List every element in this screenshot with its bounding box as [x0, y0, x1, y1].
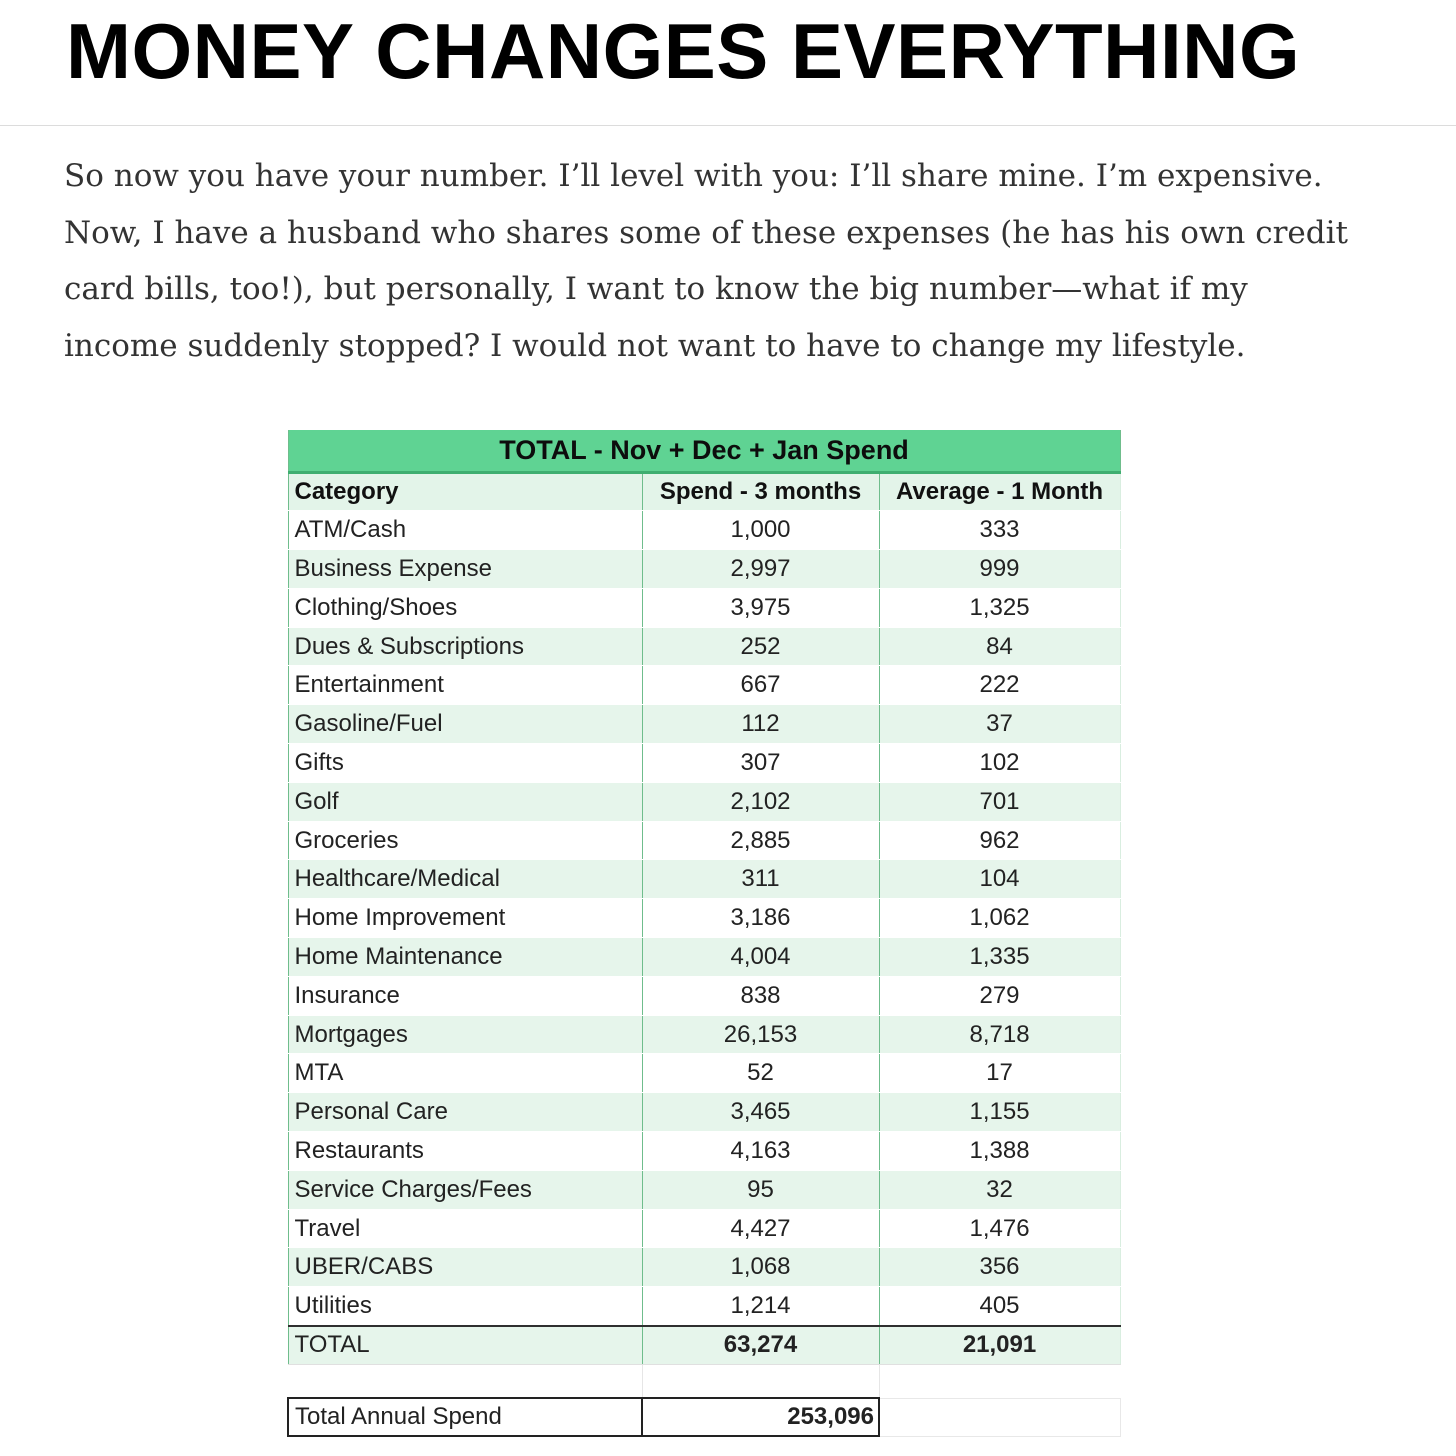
spend-cell: 95	[642, 1170, 879, 1209]
table-row	[288, 1093, 1120, 1132]
spend-cell: 26,153	[642, 1015, 879, 1054]
paragraph-line: income suddenly stopped? I would not want to have to change my lifestyle.	[64, 327, 1246, 364]
average-cell: 405	[879, 1287, 1120, 1326]
table-row	[288, 976, 1120, 1015]
total-average: 21,091	[879, 1326, 1120, 1365]
spend-cell: 4,004	[642, 938, 879, 977]
category-cell: Home Improvement	[288, 899, 642, 938]
average-cell: 1,062	[879, 899, 1120, 938]
average-cell: 333	[879, 511, 1120, 550]
spend-cell: 112	[642, 705, 879, 744]
total-spend: 63,274	[642, 1326, 879, 1365]
category-cell: ATM/Cash	[288, 511, 642, 550]
spend-cell: 4,427	[642, 1209, 879, 1248]
table-title: TOTAL - Nov + Dec + Jan Spend	[288, 430, 1120, 472]
article-headline: MONEY CHANGES EVERYTHING	[66, 7, 1301, 95]
category-cell: Golf	[288, 782, 642, 821]
category-cell: Business Expense	[288, 550, 642, 589]
category-cell: Insurance	[288, 976, 642, 1015]
annual-spend-value: 253,096	[642, 1398, 879, 1436]
spend-cell: 52	[642, 1054, 879, 1093]
average-cell: 32	[879, 1170, 1120, 1209]
spacer-cell	[288, 1364, 642, 1398]
table-row	[288, 1209, 1120, 1248]
spend-cell: 4,163	[642, 1132, 879, 1171]
category-cell: Restaurants	[288, 1132, 642, 1171]
category-cell: Travel	[288, 1209, 642, 1248]
category-cell: Groceries	[288, 821, 642, 860]
average-cell: 104	[879, 860, 1120, 899]
header-divider	[0, 125, 1456, 126]
average-cell: 279	[879, 976, 1120, 1015]
table-row	[288, 511, 1120, 550]
annual-spend-row	[288, 1398, 1120, 1436]
spend-cell: 667	[642, 666, 879, 705]
spend-cell: 3,186	[642, 899, 879, 938]
table-row	[288, 1015, 1120, 1054]
table-row	[288, 666, 1120, 705]
paragraph-line: Now, I have a husband who shares some of these expenses (he has his own credit	[64, 214, 1348, 251]
spend-table	[287, 430, 1121, 1437]
table-total-row	[288, 1326, 1120, 1365]
table-row	[288, 782, 1120, 821]
average-cell: 17	[879, 1054, 1120, 1093]
spend-cell: 2,997	[642, 550, 879, 589]
annual-empty-cell	[879, 1398, 1120, 1436]
spend-cell: 3,975	[642, 588, 879, 627]
table-row	[288, 1054, 1120, 1093]
category-cell: MTA	[288, 1054, 642, 1093]
average-cell: 8,718	[879, 1015, 1120, 1054]
spend-cell: 838	[642, 976, 879, 1015]
category-cell: Entertainment	[288, 666, 642, 705]
table-row	[288, 860, 1120, 899]
category-cell: Clothing/Shoes	[288, 588, 642, 627]
category-cell: Personal Care	[288, 1093, 642, 1132]
spend-table-image	[287, 430, 1119, 1437]
spend-cell: 2,102	[642, 782, 879, 821]
average-cell: 1,388	[879, 1132, 1120, 1171]
category-cell: Utilities	[288, 1287, 642, 1326]
table-row	[288, 1170, 1120, 1209]
category-cell: Healthcare/Medical	[288, 860, 642, 899]
average-cell: 1,155	[879, 1093, 1120, 1132]
spend-cell: 1,000	[642, 511, 879, 550]
average-cell: 701	[879, 782, 1120, 821]
paragraph-line: card bills, too!), but personally, I want to know the big number—what if my	[64, 271, 1248, 307]
category-cell: Gasoline/Fuel	[288, 705, 642, 744]
table-row	[288, 1132, 1120, 1171]
table-row	[288, 821, 1120, 860]
table-title-row	[288, 430, 1120, 472]
article-paragraph	[64, 148, 1364, 374]
average-cell: 1,476	[879, 1209, 1120, 1248]
table-row	[288, 588, 1120, 627]
table-header-row	[288, 472, 1120, 511]
average-cell: 1,325	[879, 588, 1120, 627]
spend-cell: 311	[642, 860, 879, 899]
column-header-average: Average - 1 Month	[879, 472, 1120, 511]
average-cell: 222	[879, 666, 1120, 705]
table-row	[288, 744, 1120, 783]
spacer-cell	[642, 1364, 879, 1398]
average-cell: 1,335	[879, 938, 1120, 977]
category-cell: Dues & Subscriptions	[288, 627, 642, 666]
spend-cell: 1,214	[642, 1287, 879, 1326]
table-spacer-row	[288, 1364, 1120, 1398]
paragraph-line: So now you have your number. I’ll level with you: I’ll share mine. I’m expensive.	[64, 158, 1323, 194]
table-row	[288, 627, 1120, 666]
table-row	[288, 1248, 1120, 1287]
table-row	[288, 1287, 1120, 1326]
category-cell: UBER/CABS	[288, 1248, 642, 1287]
spend-cell: 2,885	[642, 821, 879, 860]
average-cell: 37	[879, 705, 1120, 744]
spacer-cell	[879, 1364, 1120, 1398]
category-cell: Gifts	[288, 744, 642, 783]
total-label: TOTAL	[288, 1326, 642, 1365]
spend-cell: 1,068	[642, 1248, 879, 1287]
category-cell: Service Charges/Fees	[288, 1170, 642, 1209]
average-cell: 962	[879, 821, 1120, 860]
spend-cell: 307	[642, 744, 879, 783]
spend-cell: 3,465	[642, 1093, 879, 1132]
average-cell: 999	[879, 550, 1120, 589]
average-cell: 84	[879, 627, 1120, 666]
annual-spend-label: Total Annual Spend	[288, 1398, 642, 1436]
table-row	[288, 899, 1120, 938]
table-row	[288, 938, 1120, 977]
category-cell: Home Maintenance	[288, 938, 642, 977]
column-header-category: Category	[288, 472, 642, 511]
average-cell: 102	[879, 744, 1120, 783]
category-cell: Mortgages	[288, 1015, 642, 1054]
average-cell: 356	[879, 1248, 1120, 1287]
column-header-spend: Spend - 3 months	[642, 472, 879, 511]
table-row	[288, 705, 1120, 744]
spend-cell: 252	[642, 627, 879, 666]
table-row	[288, 550, 1120, 589]
